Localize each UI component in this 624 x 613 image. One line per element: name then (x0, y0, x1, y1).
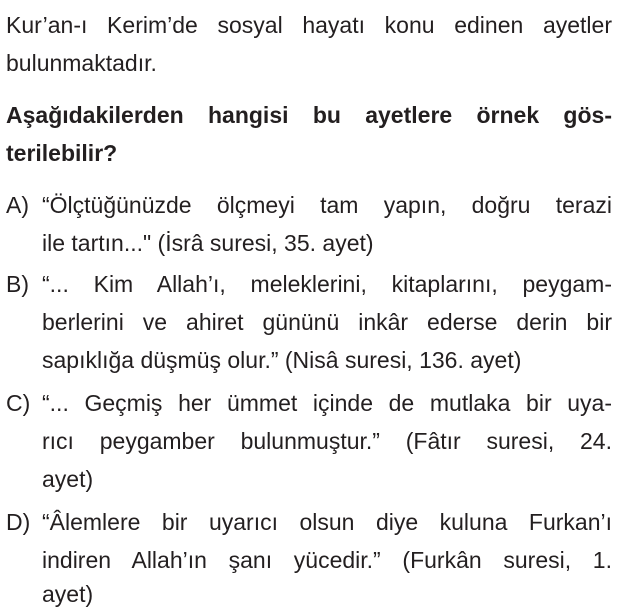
option-d-letter: D) (6, 509, 31, 535)
option-b-letter: B) (6, 271, 29, 297)
option-c-line-3: ayet) (42, 466, 94, 492)
option-d-line-2: indiren Allah’ın şanı yücedir.” (Furkân suresi, 1. (42, 547, 612, 573)
option-b-line-1: “... Kim Allah’ı, meleklerini, kitaplarını, peygam- (42, 271, 612, 297)
intro-line-2: bulunmaktadır. (6, 50, 157, 76)
option-c-letter: C) (6, 390, 31, 416)
option-a-line-1: “Ölçtüğünüzde ölçmeyi tam yapın, doğru terazi (42, 192, 612, 218)
option-d-line-3: ayet) (42, 581, 94, 607)
question-line-2: terilebilir? (6, 140, 118, 166)
option-a-letter: A) (6, 192, 29, 218)
option-c-line-1: “... Geçmiş her ümmet içinde de mutlaka bir uya- (42, 390, 612, 416)
question-line-1: Aşağıdakilerden hangisi bu ayetlere örnek gös- (6, 102, 612, 128)
option-b-line-3: sapıklığa düşmüş olur.” (Nisâ suresi, 136. ayet) (42, 347, 522, 373)
option-d-line-1: “Âlemlere bir uyarıcı olsun diye kuluna Furkan’ı (42, 509, 612, 535)
option-b-line-2: berlerini ve ahiret gününü inkâr ederse derin bir (42, 309, 612, 335)
option-c-line-2: rıcı peygamber bulunmuştur.” (Fâtır suresi, 24. (42, 428, 612, 454)
intro-line-1: Kur’an-ı Kerim’de sosyal hayatı konu edinen ayetler (6, 12, 612, 38)
option-a-line-2: ile tartın..." (İsrâ suresi, 35. ayet) (42, 230, 374, 256)
